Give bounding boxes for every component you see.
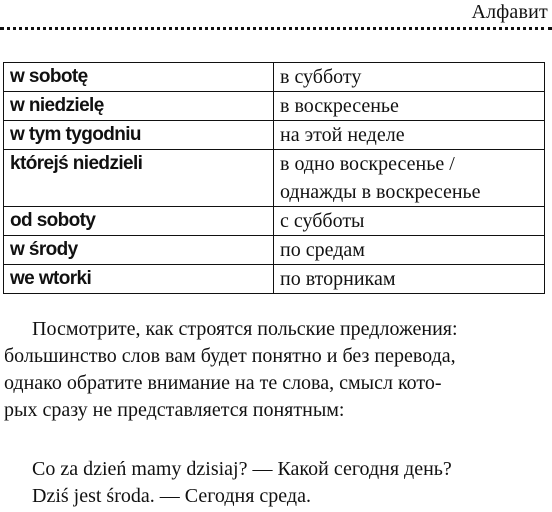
polish-phrase: w sobotę (4, 63, 274, 92)
polish-phrase: od soboty (4, 207, 274, 236)
table-row (4, 150, 545, 207)
page-header (0, 0, 552, 28)
table-row (4, 92, 545, 121)
russian-translation: с субботы (274, 207, 545, 236)
dotted-rule (0, 27, 552, 30)
example-sentence: Dziś jest środa. — Сегодня среда. (32, 485, 311, 507)
polish-phrase: w niedzielę (4, 92, 274, 121)
polish-phrase: którejś niedzieli (4, 150, 274, 207)
table-row (4, 265, 545, 294)
paragraph-line: большинство слов вам будет понятно и без перевода, (4, 345, 456, 367)
paragraph-line: Посмотрите, как строятся польские предложения: (32, 318, 458, 340)
table-row (4, 121, 545, 150)
russian-translation: по средам (274, 236, 545, 265)
paragraph-line: однако обратите внимание на те слова, смысл кото- (4, 372, 442, 394)
russian-translation: по вторникам (274, 265, 545, 294)
polish-phrase: w środy (4, 236, 274, 265)
russian-translation (274, 150, 545, 207)
russian-translation: в воскресенье (274, 92, 545, 121)
body-paragraph (4, 316, 548, 424)
vocabulary-table (3, 62, 545, 294)
russian-translation: в субботу (274, 63, 545, 92)
polish-phrase: w tym tygodniu (4, 121, 274, 150)
example-sentence: Co za dzień mamy dzisiaj? — Какой сегодня день? (32, 458, 452, 480)
translation-line: в одно воскресенье / (280, 153, 455, 175)
russian-translation: на этой неделе (274, 121, 545, 150)
running-head-title: Алфавит (471, 1, 548, 23)
paragraph-line: рых сразу не представляется понятным: (4, 399, 345, 421)
translation-line: однажды в воскресенье (280, 181, 481, 203)
table-row (4, 207, 545, 236)
table-row (4, 236, 545, 265)
polish-phrase: we wtorki (4, 265, 274, 294)
table-row (4, 63, 545, 92)
